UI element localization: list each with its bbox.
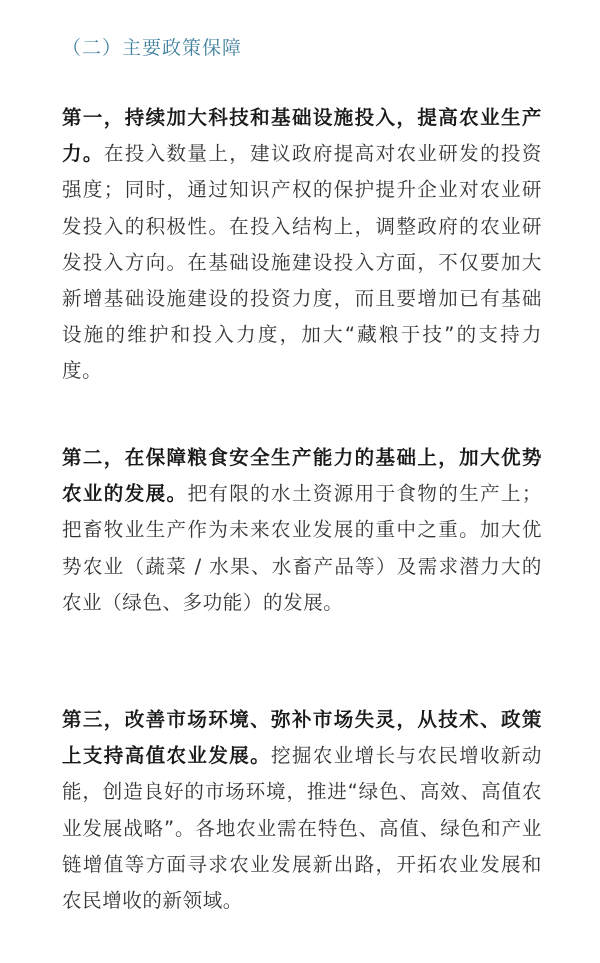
paragraph-first — [62, 100, 542, 390]
paragraph-third — [62, 702, 542, 919]
paragraph-lead: 第一，持续加大科技和基础设施投入，提高农业生产力。 — [62, 106, 542, 166]
paragraph-lead: 第二，在保障粮食安全生产能力的基础上，加大优势农业的发展。 — [62, 446, 542, 506]
paragraph-body: 在投入数量上，建议政府提高对农业研发的投资强度；同时，通过知识产权的保护提升企业对农业研发投入的积极性。在投入结构上，调整政府的农业研发投入方向。在基础设施建设投入方面，不仅要加大新增基础设施建设的投资力度，而且要增加已有基础设施的维护和投入力度，加大“藏粮于技”的支持力度。 — [62, 142, 542, 383]
paragraph-second — [62, 440, 542, 621]
paragraph-lead: 第三，改善市场环境、弥补市场失灵，从技术、政策上支持高值农业发展。 — [62, 708, 542, 768]
paragraph-body: 挖掘农业增长与农民增收新动能，创造良好的市场环境，推进“绿色、高效、高值农业发展战略”。各地农业需在特色、高值、绿色和产业链增值等方面寻求农业发展新出路，开拓农业发展和农民增收的新领域。 — [62, 744, 542, 913]
section-heading: （二）主要政策保障 — [62, 37, 243, 59]
paragraph-body: 把有限的水土资源用于食物的生产上；把畜牧业生产作为未来农业发展的重中之重。加大优势农业（蔬菜 / 水果、水畜产品等）及需求潜力大的农业（绿色、多功能）的发展。 — [62, 482, 543, 614]
